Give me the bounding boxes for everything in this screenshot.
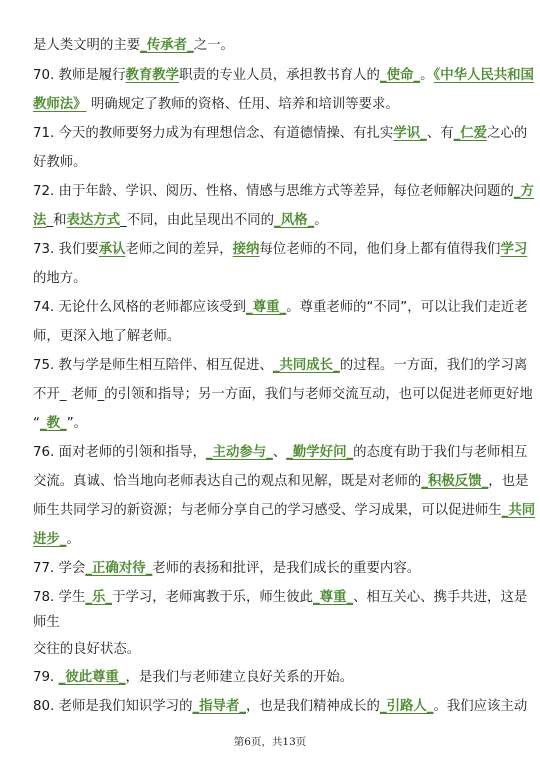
body-text: 。 — [314, 213, 328, 228]
answer-text: _风格_ — [274, 213, 315, 228]
text-line — [33, 501, 535, 521]
body-text: 之一。 — [193, 38, 234, 53]
body-text: ，也是我们精神成长的 — [246, 699, 380, 714]
body-text: 不开_ 老师_的引领和指导；另一方面，我们与老师交流互动，也可以促进老师更好地 — [33, 387, 533, 402]
text-line — [33, 472, 528, 492]
body-text: 明确规定了教师的资格、任用、培养和培训等要求。 — [86, 97, 399, 112]
answer-text: _勤学好问_ — [286, 445, 354, 460]
answer-text: _正确对待_ — [85, 561, 153, 576]
body-text: 72. 由于年龄、学识、阅历、性格、情感与思维方式等差异，每位老师解决问题的 — [33, 184, 514, 199]
body-text: 的地方。 — [33, 271, 87, 286]
text-line — [33, 124, 527, 144]
body-text: 师，更深入地了解老师。 — [33, 329, 181, 344]
answer-text: _使命_ — [379, 68, 421, 83]
body-text: 交流。真诚、恰当地向老师表达自己的观点和见解，既是对老师的 — [33, 474, 422, 489]
answer-text: 法 — [33, 213, 47, 228]
answer-text: _乐_ — [85, 590, 113, 605]
answer-text: 教育教学 — [125, 68, 180, 83]
answer-text: _方 — [513, 184, 534, 199]
body-text: 、相互关心、携手共进，这是 — [353, 590, 528, 605]
text-line — [33, 414, 87, 434]
body-text: 。 — [66, 532, 80, 547]
answer-text: 《中华人民共和国 — [433, 68, 534, 83]
body-text: 老师的表扬和批评，是我们成长的重要内容。 — [152, 561, 421, 576]
text-line — [33, 588, 527, 608]
body-text: 、有 — [426, 126, 454, 141]
answer-text: 表达方式 — [66, 213, 121, 228]
text-line — [33, 559, 420, 579]
body-text: 、 — [272, 445, 287, 460]
body-text: ，也是 — [488, 474, 529, 489]
body-text: ”。 — [66, 416, 88, 431]
body-text: _不同，由此呈现出不同的 — [120, 213, 275, 228]
text-line — [33, 530, 80, 550]
text-line — [33, 385, 533, 405]
text-line — [33, 356, 527, 376]
body-text: 好教师。 — [33, 155, 87, 170]
text-line — [33, 95, 399, 115]
text-line — [33, 697, 527, 717]
body-text: 75. 教与学是师生相互陪伴、相互促进、 — [33, 358, 273, 373]
body-text: 78. 学生 — [33, 590, 86, 605]
page-footer: 第6页，共13页 — [233, 736, 307, 748]
text-line — [33, 269, 87, 289]
body-text: 的过程。一方面，我们的学习离 — [339, 358, 528, 373]
answer-text: 教师法》 — [33, 97, 87, 112]
answer-text: _主动参与_ — [205, 445, 273, 460]
text-line — [33, 443, 527, 463]
body-text: 之心的 — [487, 126, 528, 141]
answer-text: 接纳 — [232, 242, 260, 257]
text-line — [33, 36, 234, 56]
body-text: 77. 学会 — [33, 561, 86, 576]
text-line — [33, 240, 527, 260]
body-text: 70. 教师是履行 — [33, 68, 126, 83]
answer-text: 学习 — [500, 242, 528, 257]
text-line — [33, 640, 140, 660]
body-text: 74. 无论什么风格的老师都应该受到 — [33, 300, 247, 315]
answer-text: _指导者_ — [192, 699, 247, 714]
answer-text: _共同 — [501, 503, 536, 518]
body-text: 每位老师的不同，他们身上都有值得我们 — [259, 242, 501, 257]
answer-text: 承认 — [98, 242, 126, 257]
answer-text: _引路人_ — [379, 699, 434, 714]
answer-text: _共同成长_ — [272, 358, 340, 373]
body-text: 76. 面对老师的引领和指导， — [33, 445, 206, 460]
text-line — [33, 182, 534, 202]
body-text: 师生 — [33, 615, 60, 630]
answer-text: 学识_ — [393, 126, 427, 141]
answer-text: _积极反馈_ — [421, 474, 489, 489]
text-line — [33, 211, 328, 231]
body-text: 交往的良好状态。 — [33, 642, 141, 657]
body-text: _和 — [46, 213, 67, 228]
body-text: 职责的专业人员，承担教书育人的 — [179, 68, 380, 83]
body-text: 于学习，老师寓教于乐，师生彼此 — [112, 590, 313, 605]
body-text: 。尊重老师的“不同”，可以让我们走近老 — [286, 300, 528, 315]
body-text: 79. — [33, 670, 59, 685]
body-text: 是人类文明的主要 — [33, 38, 141, 53]
body-text: 。我们应该主动 — [433, 699, 528, 714]
body-text: 老师之间的差异， — [125, 242, 233, 257]
body-text: 71. 今天的教师要努力成为有理想信念、有道德情操、有扎实 — [33, 126, 394, 141]
text-line — [33, 668, 353, 688]
body-text: 师生共同学习的新资源；与老师分享自己的学习感受、学习成果，可以促进师生 — [33, 503, 502, 518]
answer-text: _尊重_ — [246, 300, 287, 315]
answer-text: _仁爱 — [453, 126, 488, 141]
answer-text: _传承者_ — [140, 38, 194, 53]
text-line — [33, 327, 180, 347]
body-text: ，是我们与老师建立良好关系的开始。 — [125, 670, 354, 685]
answer-text: _教_ — [39, 416, 67, 431]
answer-text: _彼此尊重_ — [58, 670, 126, 685]
answer-text: _尊重_ — [312, 590, 354, 605]
body-text: 。 — [420, 68, 434, 83]
text-line — [33, 613, 60, 633]
text-line — [33, 66, 534, 86]
answer-text: 进步_ — [33, 532, 67, 547]
text-line — [33, 153, 87, 173]
text-line — [33, 298, 528, 318]
body-text: 80. 老师是我们知识学习的 — [33, 699, 193, 714]
body-text: 73. 我们要 — [33, 242, 99, 257]
body-text: 的态度有助于我们与老师相互 — [353, 445, 528, 460]
body-text: “ — [33, 416, 40, 431]
